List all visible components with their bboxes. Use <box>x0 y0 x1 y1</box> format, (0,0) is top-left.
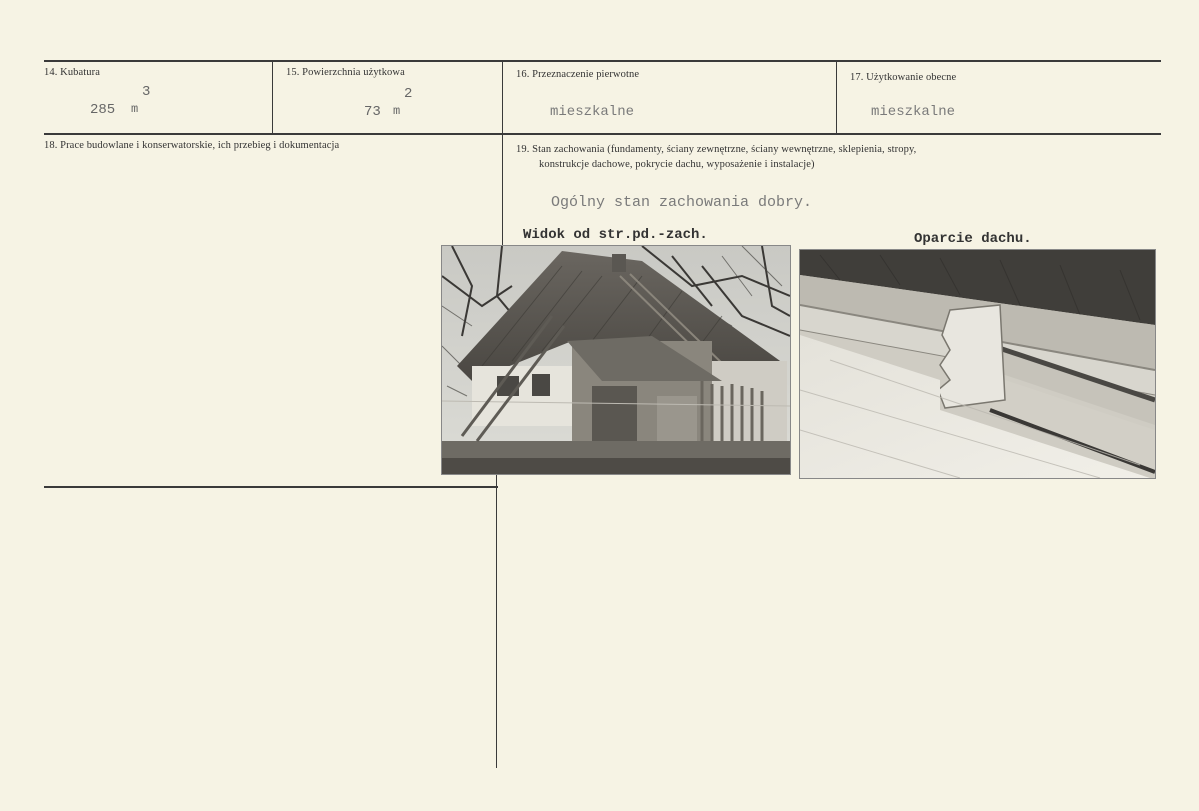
field-14-unit: m <box>131 102 139 116</box>
top-rule <box>44 60 1161 62</box>
divider-14-15 <box>272 62 273 133</box>
field-17-label: 17. Użytkowanie obecne <box>850 72 957 83</box>
field-19-label-line2: konstrukcje dachowe, pokrycie dachu, wyposażenie i instalacje) <box>539 159 815 170</box>
field-15-exponent: 2 <box>404 86 413 102</box>
divider-18-19 <box>502 135 503 245</box>
section20-top-rule <box>44 486 498 488</box>
roof-support-photo-image <box>800 250 1155 478</box>
field-16-value: mieszkalne <box>550 104 635 120</box>
field-15-value: 73 <box>364 104 381 120</box>
row1-bottom-rule <box>44 133 1161 135</box>
field-17-value: mieszkalne <box>871 104 956 120</box>
photo-1-caption: Widok od str.pd.-zach. <box>523 227 708 243</box>
field-14-label: 14. Kubatura <box>44 67 101 78</box>
divider-15-16 <box>502 62 503 133</box>
field-14-value: 285 <box>90 102 116 118</box>
field-19-label-line1: 19. Stan zachowania (fundamenty, ściany zewnętrzne, ściany wewnętrzne, sklepienia, stropy, <box>516 144 917 155</box>
photo-roof-support <box>799 249 1156 479</box>
cottage-photo-image <box>442 246 790 474</box>
divider-16-17 <box>836 62 837 133</box>
photo-cottage <box>441 245 791 475</box>
field-15-label: 15. Powierzchnia użytkowa <box>286 67 405 78</box>
field-16-label: 16. Przeznaczenie pierwotne <box>516 69 640 80</box>
field-15-unit: m <box>393 104 401 118</box>
field-19-value: Ogólny stan zachowania dobry. <box>551 194 813 211</box>
divider-20-right <box>496 472 497 768</box>
field-18-label: 18. Prace budowlane i konserwatorskie, ich przebieg i dokumentacja <box>44 140 340 151</box>
field-14-exponent: 3 <box>142 84 151 100</box>
photo-2-caption: Oparcie dachu. <box>914 231 1032 247</box>
